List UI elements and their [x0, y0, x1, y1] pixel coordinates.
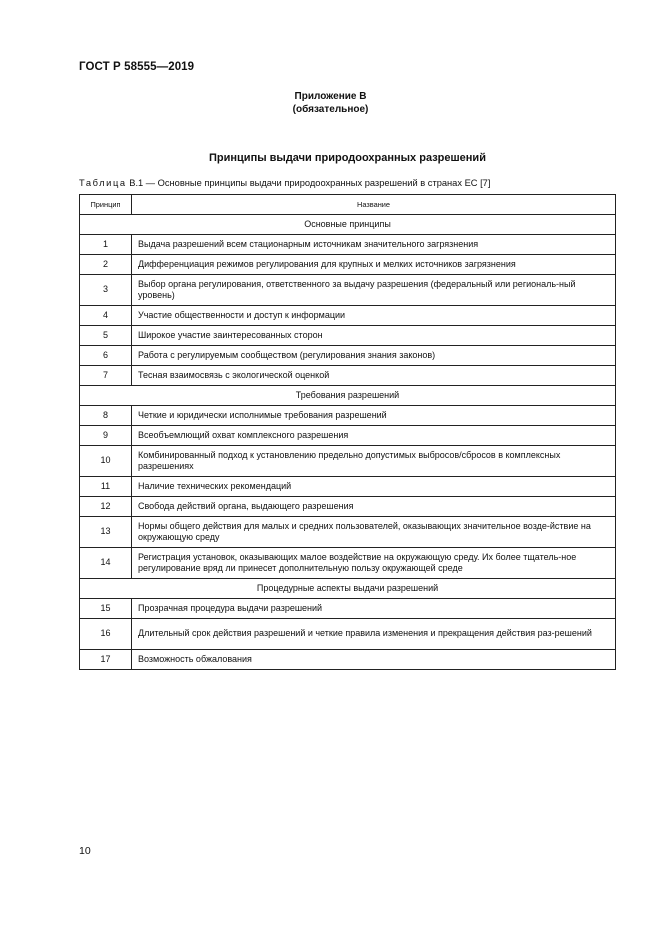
- table-row: [80, 477, 616, 497]
- row-number: 5: [80, 326, 132, 346]
- row-name: Участие общественности и доступ к информации: [132, 306, 616, 326]
- row-number: 14: [80, 548, 132, 579]
- row-name: Комбинированный подход к установлению предельно допустимых выбросов/сбросов в комплексных разрешениях: [132, 446, 616, 477]
- group-title: Процедурные аспекты выдачи разрешений: [80, 579, 616, 599]
- appendix-subtitle: (обязательное): [292, 104, 369, 115]
- table-row: [80, 406, 616, 426]
- table-row: [80, 235, 616, 255]
- row-name: Всеобъемлющий охват комплексного разрешения: [132, 426, 616, 446]
- row-number: 8: [80, 406, 132, 426]
- table-row: [80, 326, 616, 346]
- row-name: Нормы общего действия для малых и средних пользователей, оказывающих значительное возде-йствие на окружающую среду: [132, 517, 616, 548]
- row-number: 1: [80, 235, 132, 255]
- column-header-name: Название: [132, 195, 616, 215]
- row-number: 13: [80, 517, 132, 548]
- row-number: 6: [80, 346, 132, 366]
- appendix-title: Приложение В: [294, 91, 367, 102]
- row-number: 16: [80, 619, 132, 650]
- table-row: [80, 497, 616, 517]
- row-name: Четкие и юридически исполнимые требования разрешений: [132, 406, 616, 426]
- table-row: [80, 548, 616, 579]
- table-caption: [79, 178, 490, 188]
- row-name: Прозрачная процедура выдачи разрешений: [132, 599, 616, 619]
- row-number: 15: [80, 599, 132, 619]
- row-number: 7: [80, 366, 132, 386]
- document-code: ГОСТ Р 58555—2019: [79, 61, 195, 73]
- table-row: [80, 619, 616, 650]
- row-number: 10: [80, 446, 132, 477]
- row-number: 4: [80, 306, 132, 326]
- table-row: [80, 366, 616, 386]
- row-name: Свобода действий органа, выдающего разрешения: [132, 497, 616, 517]
- row-name: Работа с регулируемым сообществом (регулирования знания законов): [132, 346, 616, 366]
- row-number: 2: [80, 255, 132, 275]
- row-name: Возможность обжалования: [132, 650, 616, 670]
- table-caption-prefix: Таблица: [79, 178, 127, 188]
- row-number: 17: [80, 650, 132, 670]
- row-number: 9: [80, 426, 132, 446]
- column-header-principle: Принцип: [80, 195, 132, 215]
- group-title: Требования разрешений: [80, 386, 616, 406]
- table-row: [80, 346, 616, 366]
- table-row: [80, 650, 616, 670]
- table-row: [80, 446, 616, 477]
- row-name: Регистрация установок, оказывающих малое воздействие на окружающую среду. Их более тщатель-ное регулирование вряд ли принесет дополнительную пользу окружающей среде: [132, 548, 616, 579]
- group-header-row: [80, 579, 616, 599]
- row-name: Тесная взаимосвязь с экологической оценкой: [132, 366, 616, 386]
- row-number: 11: [80, 477, 132, 497]
- principles-table: [79, 194, 616, 670]
- row-name: Наличие технических рекомендаций: [132, 477, 616, 497]
- table-caption-text: В.1 — Основные принципы выдачи природоохранных разрешений в странах ЕС [7]: [126, 178, 491, 188]
- group-title: Основные принципы: [80, 215, 616, 235]
- page-number: 10: [79, 845, 91, 857]
- row-name: Выдача разрешений всем стационарным источникам значительного загрязнения: [132, 235, 616, 255]
- row-name: Широкое участие заинтересованных сторон: [132, 326, 616, 346]
- section-title: Принципы выдачи природоохранных разрешений: [209, 152, 486, 164]
- group-header-row: [80, 215, 616, 235]
- table-row: [80, 306, 616, 326]
- table-row: [80, 599, 616, 619]
- table-row: [80, 275, 616, 306]
- row-name: Длительный срок действия разрешений и четкие правила изменения и прекращения действия раз-решений: [132, 619, 616, 650]
- group-header-row: [80, 386, 616, 406]
- row-number: 3: [80, 275, 132, 306]
- table-row: [80, 426, 616, 446]
- row-name: Дифференциация режимов регулирования для крупных и мелких источников загрязнения: [132, 255, 616, 275]
- row-number: 12: [80, 497, 132, 517]
- table-row: [80, 255, 616, 275]
- table-row: [80, 517, 616, 548]
- row-name: Выбор органа регулирования, ответственного за выдачу разрешения (федеральный или региональ-ный уровень): [132, 275, 616, 306]
- table-header-row: [80, 195, 616, 215]
